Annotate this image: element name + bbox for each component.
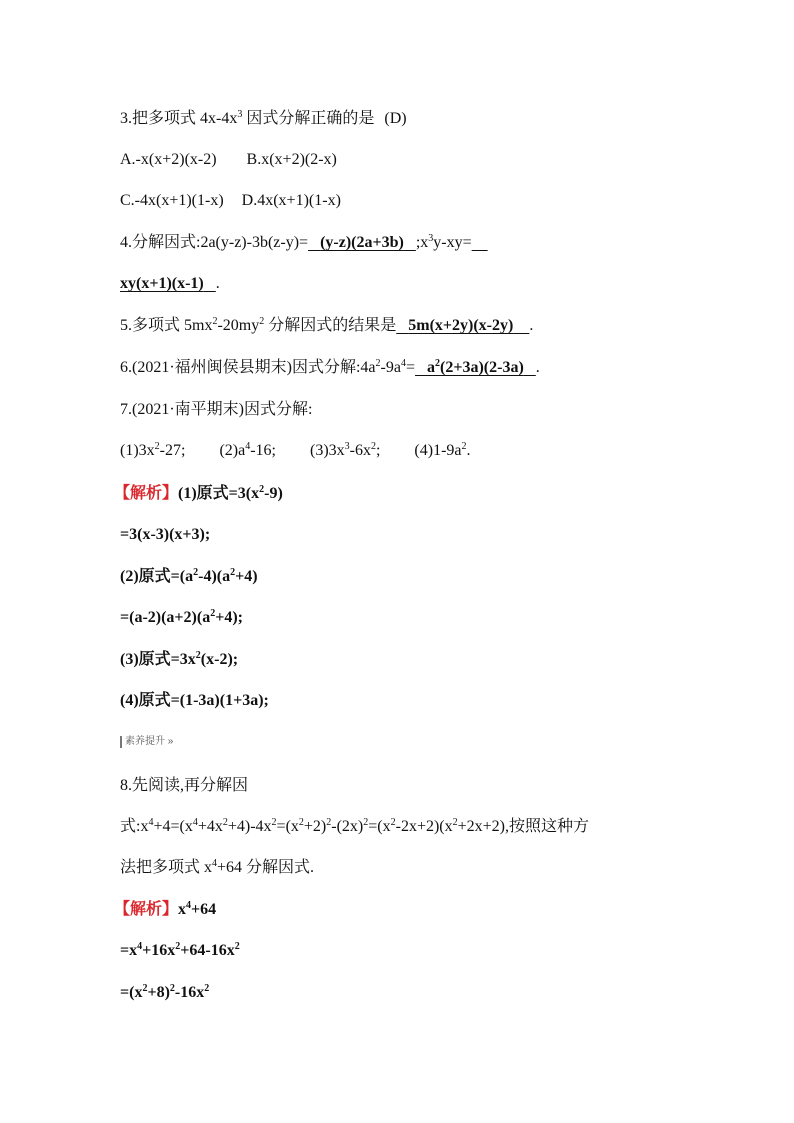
sol7-line-6: (4)原式=(1-3a)(1+3a); (120, 692, 269, 709)
sol8-line-3: $=(x^2+8)^2-16x^2$ (120, 983, 210, 1001)
q6-stem-text: = (405, 359, 416, 376)
q3-stem-text: 因式分解正确的是 (242, 110, 375, 127)
double-chevron-icon: » (167, 736, 174, 747)
q4-stem-text: ;x (415, 234, 429, 251)
analysis-tag: 【解析】 (114, 485, 179, 502)
q4-answer-2: xy(x+1)(x-1) (120, 275, 204, 292)
q7-part-4: $(4)1-9a^2$. (414, 441, 471, 459)
q8-line-2: 式$:x^4+4=(x^4+4x^2+4)-4x^2=(x^2+2)^2-(2x)^2=(x^2-2x+2)(x^2+2x+2)$,按照这种方 (120, 817, 590, 835)
q7-stem-text: 7.(2021·南平期末)因式分解: (120, 401, 313, 418)
sol7-line-4: $=(a-2)(a+2)(a^2+4)$; (120, 608, 243, 626)
q4-answer-1: (y-z)(2a+3b) (320, 234, 404, 251)
sol7-line-3: (2)原式$=(a^2-4)(a^2+4)$ (120, 567, 258, 585)
q5-stem-text: 5.多项式 5mx (120, 317, 213, 334)
q4-end: . (215, 275, 220, 292)
q3-option-a: A.-x(x+2)(x-2) (120, 151, 217, 168)
q6-stem-text: 6.(2021·福州闽侯县期末)因式分解:4a (120, 359, 376, 376)
q7-stem (120, 400, 312, 420)
exponent: 2 (375, 358, 381, 369)
q5-end: . (529, 317, 534, 334)
q7-parts (120, 441, 471, 461)
q6-stem (120, 358, 540, 378)
q7-part-2: $(2)a^4-16$; (219, 441, 276, 459)
analysis-tag: 【解析】 (114, 901, 179, 918)
q4-answer-2-line (120, 274, 220, 294)
q3-options-row-2 (120, 191, 341, 211)
q3-stem-text: 3.把多项式 4x-4x (120, 110, 238, 127)
q8-line-3: 法把多项式 $x^4+64$ 分解因式. (120, 858, 315, 876)
sol8-line-2: $=x^4+16x^2+64-16x^2$ (120, 941, 240, 959)
exponent: 3 (237, 109, 243, 120)
q6-answer: $a^2(2+3a)(2-3a)$ (427, 358, 524, 376)
sol8-line-1: 【解析】$x^4+64$ (114, 900, 217, 918)
q7-part-3: $(3)3x^3-6x^2$; (309, 441, 381, 459)
section-label: 素养提升 » (120, 736, 173, 748)
q5-stem (120, 316, 533, 336)
q3-answer: (D) (384, 110, 407, 127)
q3-option-b: B.x(x+2)(2-x) (246, 151, 337, 168)
q3-option-c: C.-4x(x+1)(1-x) (120, 192, 224, 209)
exponent: 4 (400, 358, 406, 369)
q5-stem-text: 分解因式的结果是 (264, 317, 397, 334)
sol7-line-1: 【解析】(1)原式$=3(x^2-9)$ (114, 484, 283, 502)
q4-stem-text: 4.分解因式:2a(y-z)-3b(z-y)= (120, 234, 309, 251)
exponent: 2 (259, 316, 265, 327)
sol7-line-5: (3)原式$=3x^2(x-2)$; (120, 650, 239, 668)
q6-stem-text: -9a (380, 359, 401, 376)
q8-line-1: 8.先阅读,再分解因 (120, 777, 249, 794)
sol7-line-2: =3(x-3)(x+3); (120, 526, 211, 543)
q6-end: . (535, 359, 540, 376)
q5-answer: 5m(x+2y)(x-2y) (408, 317, 514, 334)
q3-options-row-1 (120, 150, 337, 170)
exponent: 3 (428, 233, 434, 244)
q3-stem (120, 109, 407, 129)
q4-blank (472, 234, 488, 251)
q5-stem-text: -20my (217, 317, 260, 334)
exponent: 2 (212, 316, 218, 327)
q7-part-1: $(1)3x^2-27$; (120, 441, 186, 459)
q3-option-d: D.4x(x+1)(1-x) (241, 192, 341, 209)
q4-stem (120, 233, 488, 253)
q4-stem-text: y-xy= (433, 234, 472, 251)
